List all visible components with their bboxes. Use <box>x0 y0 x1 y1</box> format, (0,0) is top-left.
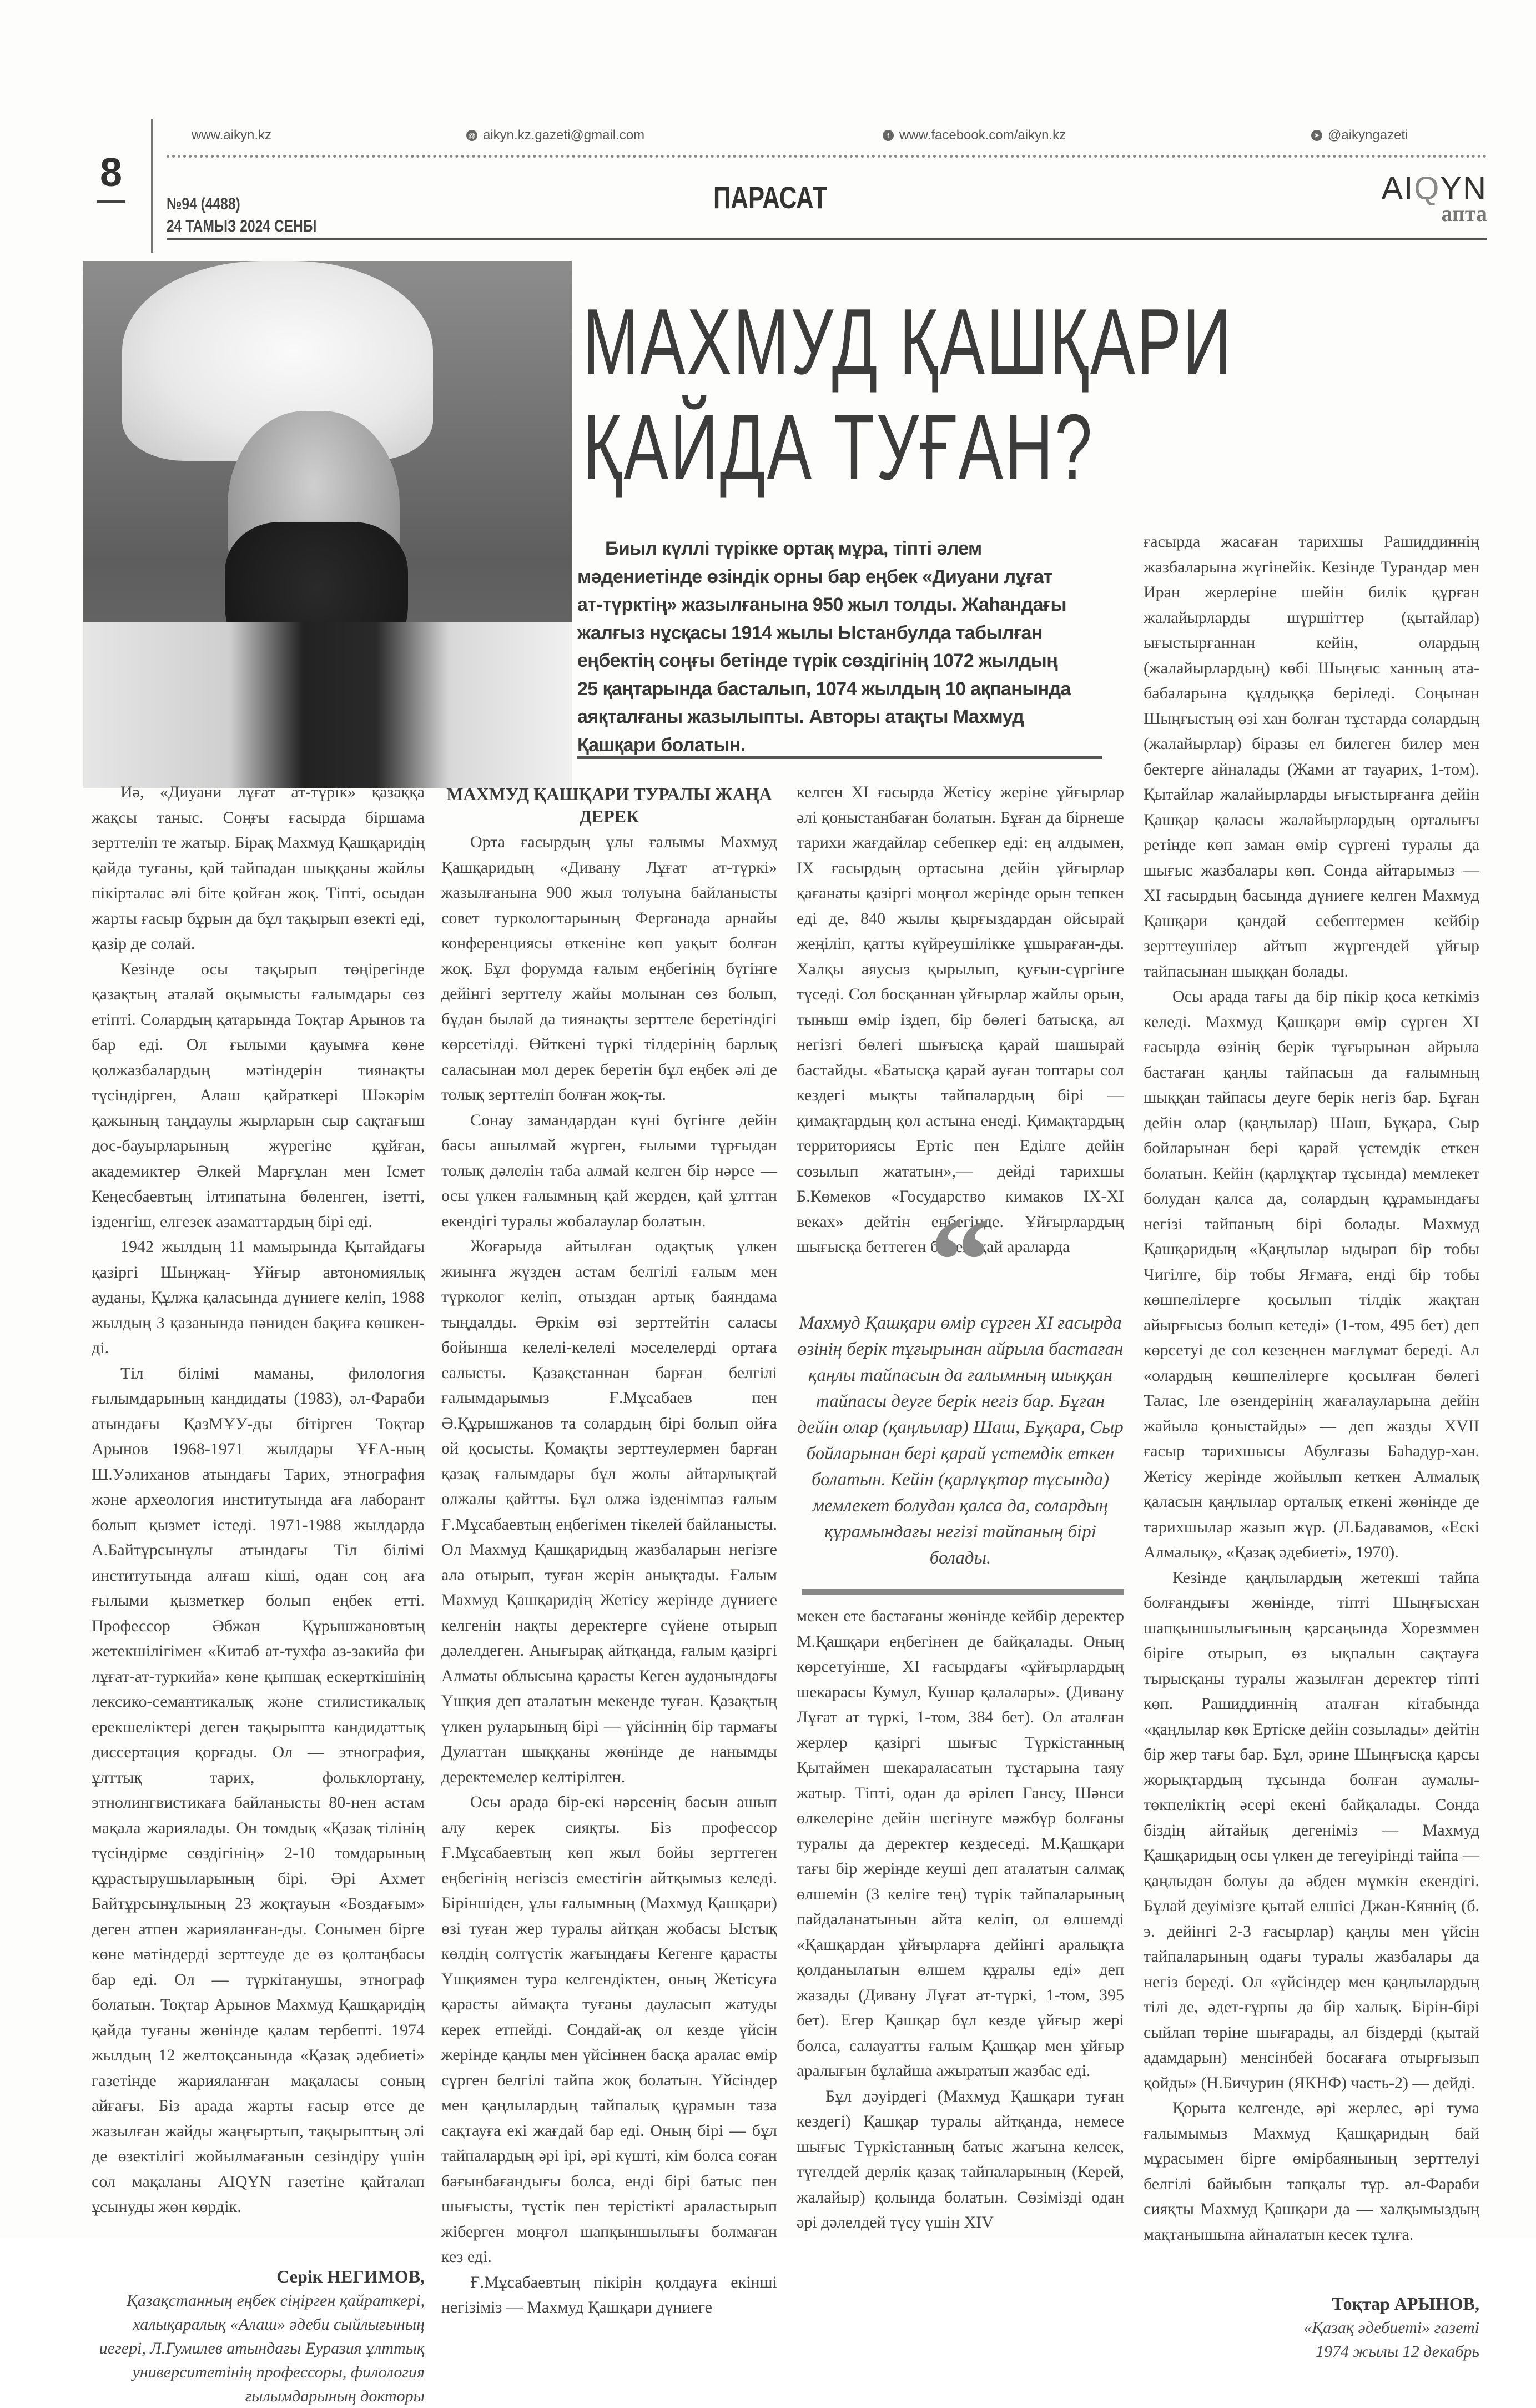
column-2 <box>441 783 777 2320</box>
column-3-bottom <box>797 1603 1124 2235</box>
intro-paragraph: Иә, «Диуани лұғат ат-түрік» қазаққа жақсы таныс. Соңғы ғасырда біршама зерттеліп те жатыр. Бірақ Махмуд Қашқаридің қайда туғаны, қай тайпадан шыққаны жайлы пікірталас әлі біте қойған жоқ. Тіпті, осыдан жарты ғасыр бұрын да бұл тақырып өзекті еді, қазір де солай. <box>92 783 425 953</box>
body-paragraph: Орта ғасырдың ұлы ғалымы Махмуд Қашқаридың «Дивану Лұғат ат-түркі» жазылғанына 900 жыл толуына байланысты совет туркологтарының Ферғанада арнайы конференциясы өткеніне көп уақыт болған жоқ. Бұл форумда ғалым еңбегінің бүгінге дейінгі зерттелу жайы молынан сөз болып, бұдан былай да тиянақты зерттеле беретіндігі көрсетілді. Өйткені түркі тілдерінің барлық саласынан мол дерек беретін бұл еңбек әлі де толық зерттеліп болған жоқ-ты. <box>441 833 777 1104</box>
website-link[interactable] <box>192 128 271 143</box>
body-paragraph: келген XI ғасырда Жетісу жеріне ұйғырлар әлі қоныстанбаған болатын. Бұған да бірнеше тарихи жағдайлар себепкер еді: ең алдымен, IX ғасырдың ортасына дейін ұйғырлар қағанаты қазіргі моңғол жерінде орын тепкен еді де, 840 жылы қырғыздардан ойсырай жеңіліп, қатты күйреушілікке ұшыраған-ды. Халқы аяусыз қырылып, қуғын-сүргінге түседі. Сол босқаннан ұйғырлар жайлы орын, тыныш өмір іздеп, бір бөлегі батысқа, ал негізгі бөлегі шығысқа қарай шашырай бастайды. «Батысқа қарай ауған топтары сол кездегі мықты тайпалардың бірі — қимақтардың қол астына енеді. Қимақтардың территориясы Ертіс пен Еділге дейін созылып жататын»,— дейді тарихшы Б.Көмеков «Государство кимаков IX-XI веках» дейтін еңбегінде. Ұйғырлардың шығысқа беттеген бөлегі қай араларда <box>797 783 1124 1256</box>
issue-info <box>167 193 316 238</box>
body-paragraph: Ғ.Мұсабаевтың пікірін қолдауға екінші негізіміз — Махмуд Қашқари дүниеге <box>441 2273 777 2316</box>
body-paragraph: Сонау замандардан күні бүгінге дейін басы ашылмай жүрген, ғылыми тұрғыдан толық дәлелін таба алмай келген бір нәрсе — осы үлкен ғалымның қай жерден, қай ұлттан екендігі туралы жобалаулар болатын. <box>441 1110 777 1230</box>
logo-q: Q <box>1414 170 1441 207</box>
email-text: aikyn.kz.gazeti@gmail.com <box>483 128 645 143</box>
article-headline <box>583 289 1242 500</box>
header-rule <box>167 238 1487 240</box>
column-1 <box>92 780 425 2408</box>
pull-quote-rule <box>802 1589 1124 1595</box>
column-3-top <box>797 780 1124 1260</box>
body-paragraph: Осы арада бір-екі нәрсенің басын ашып алу керек сияқты. Біз профессор Ғ.Мұсабаевтың көп жыл бойы зерттеген еңбегінің негізсіз еместігін айтқымыз келеді. Біріншіден, ұлы ғалымның (Махмуд Қашқари) өзі туған жер туралы айтқан жобасы Ыстық көлдің солтүстік жағындағы Кегенге қарасты Үшқиямен тура келгендіктен, оның Жетісуға қарасты аймақта туғаны дауласып жатуды керек етпейді. Сондай-ақ ол кезде үйсін жерінде қаңлы мен үйсіннен басқа аралас өмір сүрген белгілі тайпа жоқ болатын. Үйсіндер мен қаңлылардың тайпалық құрамын таза сақтауға екі жағдай бар еді. Оның бірі — бұл тайпалардың әрі ірі, әрі күшті, кім болса соған бағынбағандығы болса, енді бірі батыс пен шығысты, түстік пен терістікті араластырып жіберген моңғол шапқыншылығы болмаған кез еді. <box>441 1793 777 2266</box>
intro-paragraph: Кезінде осы тақырып төңірегінде қазақтың аталай оқымысты ғалымдары сөз етіпті. Солардың қатарында Тоқтар Арынов та бар еді. Ол ғылыми қауымға көне қолжазбалардың мәтіндерін тиянақты түсіндірген, Алаш қайраткері Шәкәрім қажының таңдаулы жырларын сыр сақтағыш дос-бауырларының жүрегіне құйған, академиктер Әлкей Марғұлан мен Ісмет Кеңесбаевтың ілтипатына бөленген, ізетті, ізденгіш, елгезек азаматтардың бірі еді. <box>92 959 425 1231</box>
body-paragraph: Қорыта келгенде, әрі жерлес, әрі тума ғалымымыз Махмуд Қашқаридың бай мұрасымен бірге өмірбаянының зерттелуі белгілі байыбын тапқалы тұр. әл-Фараби сияқты Махмуд Қашқари да — халқымыздың мақтанышына айналатын кесек тұлға. <box>1144 2099 1479 2244</box>
logo-wordmark <box>1381 172 1487 205</box>
pull-quote-text: Махмуд Қашқари өмір сүрген XI ғасырда өзінің берік тұғырынан айрыла бастаған қаңлы тайпасын да ғалымның шыққан тайпасы деуге берік негіз бар. Бұған дейін олар (қаңлылар) Шаш, Бұқара, Сыр бойларынан бері қарай үстемдік еткен болатын. Кейін (қарлұқтар тұсында) мемлекет болудан қалса да, солардың құрамындағы негізі тайпаның бірі болады. <box>797 1313 1124 1568</box>
intro-paragraph: Тіл білімі маманы, филология ғылымдарының кандидаты (1983), әл-Фараби атындағы ҚазМҰУ-ды бітірген Тоқтар Арынов 1968-1971 жылдары ҰҒА-ның Ш.Уәлиханов атындағы Тарих, этнография және археология институтында аға лаборант болып қызмет істеді. 1971-1988 жылдарда А.Байтұрсынұлы атындағы Тіл білімі институтында алғаш кіші, одан соң аға ғылыми қызметкер болып еңбек етті. Профессор Әбжан Құрышжановтың жетекшілігімен «Китаб ат-тухфа аз-закийа фи лұғат-ат-туркийа» көне қыпшақ ескерткішінің лексико-семантикалық және стилистикалық ерекшеліктері деген тақырыпта кандидаттық диссертация қорғады. Ол — этнография, ұлттық тарих, фольклортану, этнолингвистикаға байланысты 80-нен астам мақала жариялады. Он томдық «Қазақ тілінің түсіндірме сөздігінің» 2-10 томдарының құрастырушыларының бірі. Әрі Ахмет Байтұрсынұлының 23 жоқтауын «Боздағым» деген атпен жарияланған-ды. Сонымен бірге көне мәтіндерді зерттеуде де өз қолтаңбасы бар еді. Ол — түркітанушы, этнограф болатын. Тоқтар Арынов Махмуд Қашқаридің қайда туғаны жөнінде қалам тербепті. 1974 жылдың 12 желтоқсанында «Қазақ әдебиеті» газетінде жарияланған мақаласы соның айғағы. Біз арада жарты ғасыр өтсе де жазылған жайды жаңғыртып, тақырыптың әлі де өзектілігі жойылмағанын сезіндіру үшін сол мақаланы AIQYN газетіне қайталап ұсынуды жөн көрдік. <box>92 1364 425 2216</box>
quote-mark-icon: “ <box>930 1193 991 1328</box>
section-title: ПАРАСАТ <box>713 180 828 215</box>
logo-subtitle: апта <box>1441 201 1487 226</box>
body-paragraph: ғасырда жасаған тарихшы Рашиддиннің жазбаларына жүгінейік. Кезінде Турандар мен Иран жерлеріне шейін билік құрған жалайырларды шүршіттер (қытайлар) ығыстырғаннан кейін, олардың (жалайырлардың) көбі Шыңғыс ханның ата-бабаларына құлдыққа беріледі. Соңынан Шыңғыстың өзі хан болған тұстарда солардың (жалайырлар) біразы ел билеген билер мен бектерге айналады (Жами ат тауарих, 1-том). Қытайлар жалайырларды ығыстырғанға дейін Қашқар қаласы жалайырлардың орталығы ретінде көп заман өмір сүргені туралы да шығыс жазбалары көп. Сонда айтарымыз — XI ғасырдың басында дүниеге келген Махмуд Қашқари қандай себептермен кейбір зерттеушілер айтып жүргендей ұйғыр тайпасынан шыққан болады. <box>1144 532 1479 981</box>
page-number-rule <box>97 200 125 203</box>
column-4 <box>1144 529 1479 2364</box>
issue-number: №94 (4488) <box>167 195 240 213</box>
article-subheading: МАХМУД ҚАШҚАРИ ТУРАЛЫ ЖАҢА ДЕРЕК <box>446 784 772 826</box>
intro-signature <box>92 2264 425 2408</box>
lead-rule <box>577 756 1102 759</box>
facebook-text: www.facebook.com/aikyn.kz <box>899 128 1066 143</box>
telegram-text: @aikyngazeti <box>1328 128 1408 143</box>
body-paragraph: Бұл дәуірдегі (Махмуд Қашқари туған кездегі) Қашқар туралы айтқанда, немесе шығыс Түркістанның батыс жағына келсек, түгелдей дерлік қазақ тайпаларының (Керей, жалайыр) қолында болатын. Сөзімізді одан әрі дәлелдей түсу үшін XIV <box>797 2087 1124 2231</box>
article-lead: Биыл күллі түрікке ортақ мұра, тіпті әлем мәдениетінде өзіндік орны бар еңбек «Диуани лұғат ат-түрктің» жазылғанына 950 жыл толды. Жаһандағы жалғыз нұсқасы 1914 жылы Ыстанбулда табылған еңбектің соңғы бетінде түрік сөздігінің 1072 жылдың 25 қаңтарында басталып, 1074 жылдың 10 ақпанында аяқталғаны жазылыпты. Авторы атақты Махмуд Қашқари болатын. <box>577 538 1071 756</box>
body-paragraph: Осы арада тағы да бір пікір қоса кеткіміз келеді. Махмуд Қашқари өмір сүрген XI ғасырда өзінің берік тұғырынан айрыла бастаған қаңлы тайпасын да ғалымның шыққан тайпасы деуге берік негіз бар. Бұған дейін олар (қаңлылар) Шаш, Бұқара, Сыр бойларынан бері қарай үстемдік еткен болатын. Кейін (қарлұқтар тұсында) мемлекет болудан қалса да, солардың құрамындағы негізі тайпаның бірі болады. Махмуд Қашқаридың «Қаңлылар ыдырап бір тобы Чигілге, бір тобы Яғмаға, енді бір тобы көшпелілерге қосылып тілдік жақтан айырғысыз болып кетеді» (1-том, 495 бет) деп көрсетуі де сол кезеңнен мағлұмат береді. Ал «олардың көшпелілерге қосылған бөлегі Талас, Іле өзендерінің жағалауларына дейін жайыла қоныстайды» — деп жазды XVII ғасыр тарихшысы Абулғазы Баһадур-хан. Жетісу жерінде жойылып кеткен Алмалық қаласын қаңлылар орталық еткені жөнінде де тарихшылар жазып жүр. (Л.Бадавамов, «Ескі Алмалық», «Қазақ әдебиеті», 1970). <box>1144 987 1479 1561</box>
header-dotted-rule <box>167 155 1487 158</box>
page-number: 8 <box>100 150 123 195</box>
portrait-robe <box>83 622 572 788</box>
intro-author-role: Қазақстанның еңбек сіңірген қайраткері, халықаралық «Алаш» әдеби сыйлығының иегері, Л.Гумилев атындағы Еуразия ұлттық университетінің профессоры, филология ғылымдарының докторы <box>99 2291 425 2405</box>
headline-line-1: МАХМУД ҚАШҚАРИ <box>583 289 1233 394</box>
issue-date: 24 ТАМЫЗ 2024 СЕНБІ <box>167 217 317 235</box>
pull-quote <box>797 1193 1124 1571</box>
facebook-icon: f <box>883 130 894 141</box>
email-icon: @ <box>466 130 477 141</box>
main-author-name: Тоқтар АРЫНОВ, <box>1332 2294 1479 2314</box>
logo-prefix: AI <box>1381 170 1414 207</box>
body-paragraph: Жоғарыда айтылған одақтық үлкен жиынға жүзден астам белгілі ғалым мен түрколог келіп, отыздан артық баяндама тыңдалды. Әркім өзі зерттейтін саласы бойынша келелі-келелі мәселелерді ортаға салысты. Қазақстаннан барған белгілі ғалымдарымыз Ғ.Мұсабаев пен Ә.Құрышжанов та солардың бірі болып ойға ой қосысты. Қомақты зерттеулермен барған қазақ ғалымдары бұл жолы айтарлықтай олжалы қайтты. Бұл олжа ізденімпаз ғалым Ғ.Мұсабаевтың еңбегімен тікелей байланысты. Ол Махмуд Қашқаридың жазбаларын негізге ала отырып, туған жерін анықтады. Ғалым Махмуд Қашқаридің Жетісу жерінде дүниеге келгенін нақты деректерге сүйене отырып дәлелдеген. Анығырақ айтқанда, ғалым қазіргі Алматы облысына қарасты Кеген ауданындағы Үшқия деп аталатын мекенде туған. Қазақтың үлкен руларының бірі — үйсіннің бір тармағы Дулаттан шыққаны жөнінде де нанымды деректемелер келтірілген. <box>441 1237 777 1786</box>
main-signature <box>1144 2291 1479 2364</box>
portrait-image <box>83 261 572 761</box>
main-author-date: 1974 жылы 12 декабрь <box>1315 2342 1479 2361</box>
telegram-link[interactable] <box>1311 128 1408 143</box>
main-author-source: «Қазақ әдебиеті» газеті <box>1303 2319 1479 2337</box>
telegram-icon: ➤ <box>1311 130 1322 141</box>
intro-paragraph: 1942 жылдың 11 мамырында Қытайдағы қазіргі Шыңжаң- Ұйғыр автономиялық ауданы, Құлжа қаласында дүниеге келіп, 1988 жылдың 3 қазанында пәниден бақиға көшкен-ді. <box>92 1238 425 1357</box>
intro-author-name: Серік НЕГИМОВ, <box>276 2266 425 2286</box>
facebook-link[interactable] <box>883 128 1066 143</box>
header-divider <box>151 119 153 253</box>
headline-line-2: ҚАЙДА ТУҒАН? <box>583 395 1094 499</box>
newspaper-logo <box>1381 170 1487 226</box>
body-paragraph: мекен ете бастағаны жөнінде кейбір деректер М.Қашқари еңбегінен де байқалады. Оның көрсетуінше, XI ғасырдағы «ұйғырлардың шекарасы Кумул, Кушар қалалары». (Дивану Лұғат ат түркі, 1-том, 384 бет). Ол аталған жерлер қазіргі шығыс Түркістанның Қытаймен шекараласатын тұстарына таяу жатыр. Тіпті, одан да әрілеп Гансу, Шәнси өлкелеріне дейін шегінуге мәжбүр болғаны туралы да деректер кездеседі. М.Қашқари тағы бір жерінде кеуші деп аталатын салмақ өлшемін (3 келіге тең) түрік тайпаларының пайдаланатынын айта келіп, ол өлшемді «Қашқардан ұйғырларға дейінгі аралықта қолданылатын өлшем құралы еді» деп жазады (Дивану Лұғат ат-түркі, 1-том, 395 бет). Егер Қашқар бұл кезде ұйғыр жері болса, салауатты ғалым Қашқар мен ұйғыр аралығын бұлайша ажыратып жазбас еді. <box>797 1607 1124 2080</box>
body-paragraph: Кезінде қаңлылардың жетекші тайпа болғандығы жөнінде, тіпті Шыңғысхан шапқыншылығының қарсаңында Хорезммен біріге отырып, өз ықпалын сақтауға тырысқаны туралы жазылған деректер тіпті көп. Рашиддиннің аталған кітабында «қаңлылар көк Ертіске дейін созылады» дейтін бір жер тағы бар. Бұл, әрине Шыңғысқа қарсы жорықтардың тұсында болған аумалы-төкпеліктің әсері екені байқалады. Сонда біздің айтайық дегеніміз — Махмуд Қашқаридың осы үлкен де тегеуірінді тайпа — қаңлыдан болуы да әбден мүмкін екендігі. Бұлай деуімізге қытай елшісі Джан-Кяннің (б. э. дейінгі 2-3 ғасырлар) қаңлы мен үйсін тайпаларының одағы туралы жазбалары да негіз береді. Ол «үйсіндер мен қаңлылардың тілі де, әдет-ғұрпы да бір халық. Бірін-бірі сыйлап төріне шығарады, ал біздерді (қытай адамдарын) менсінбей босағаға отырғызып қойды» (Н.Бичурин (ЯКНФ) часть-2) — дейді. <box>1144 1568 1479 2092</box>
logo-suffix: YN <box>1440 170 1487 207</box>
website-text: www.aikyn.kz <box>192 128 272 143</box>
email-link[interactable] <box>466 128 644 143</box>
